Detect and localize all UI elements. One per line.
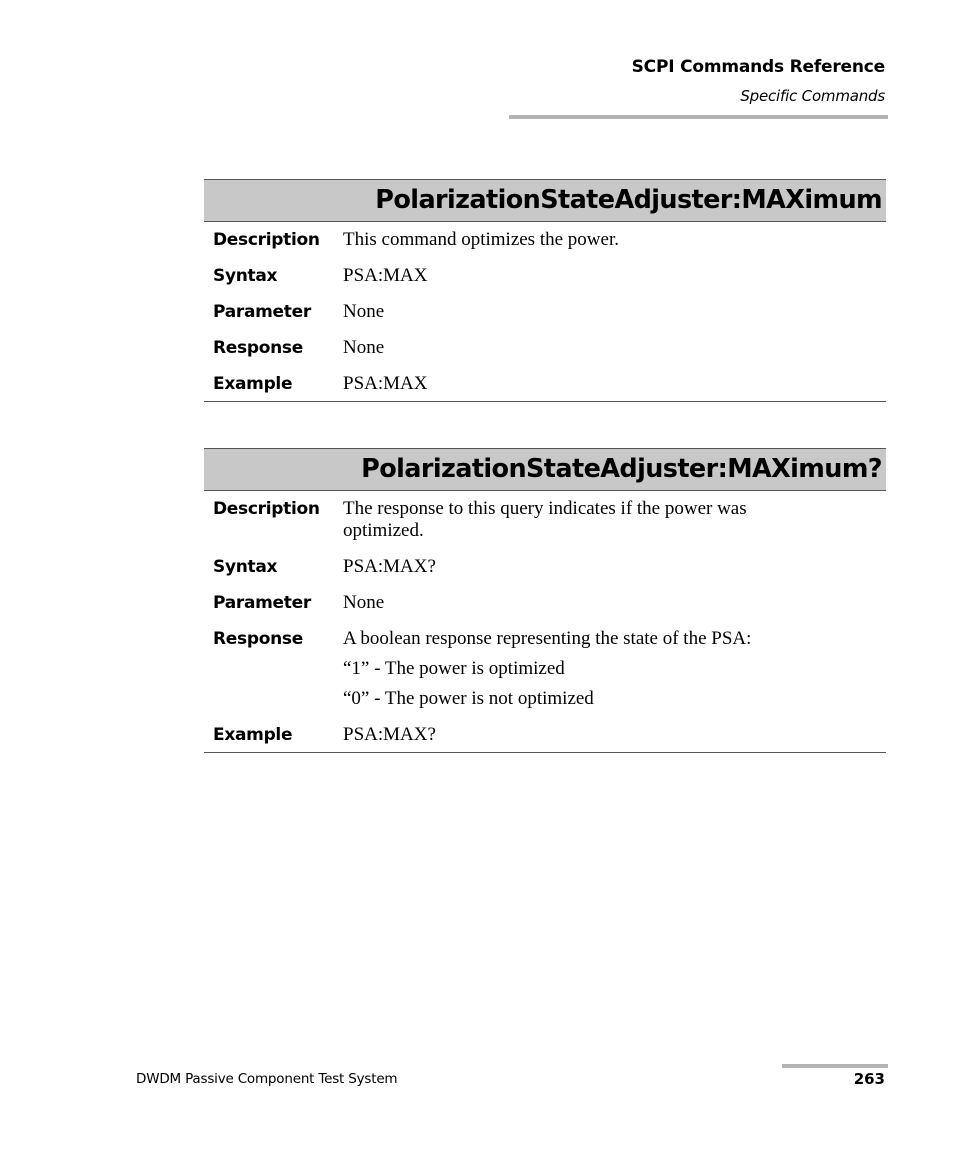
footer-product-name: DWDM Passive Component Test System [136, 1071, 398, 1087]
command-title: PolarizationStateAdjuster:MAXimum? [361, 454, 882, 484]
row-label: Description [213, 230, 320, 250]
running-header-subtitle: Specific Commands [740, 87, 885, 105]
row-value-line: None [343, 301, 385, 322]
row-value-line: PSA:MAX [343, 373, 428, 394]
row-value [343, 724, 886, 746]
command-block-maximum [204, 179, 886, 402]
row-value-line: The response to this query indicates if the power was optimized. [343, 498, 747, 541]
row-value [343, 592, 886, 614]
row-value [343, 265, 886, 287]
row-response [204, 337, 886, 359]
row-value-line: A boolean response representing the state of the PSA: [343, 628, 752, 649]
row-value [343, 498, 886, 542]
command-title-bar [204, 448, 886, 491]
row-label: Response [213, 629, 303, 649]
row-label: Syntax [213, 557, 278, 577]
row-syntax [204, 265, 886, 287]
row-description [204, 229, 886, 251]
command-details [204, 222, 886, 402]
row-value [343, 337, 886, 359]
row-label: Example [213, 374, 293, 394]
row-value [343, 373, 886, 395]
row-label: Parameter [213, 593, 311, 613]
row-value [343, 229, 886, 251]
row-label: Syntax [213, 266, 278, 286]
row-value-line: None [343, 337, 385, 358]
row-parameter [204, 592, 886, 614]
row-description [204, 498, 886, 542]
row-value-line: PSA:MAX [343, 265, 428, 286]
row-value-line: PSA:MAX? [343, 724, 436, 745]
row-example [204, 373, 886, 395]
row-value [343, 556, 886, 578]
row-value-line: None [343, 592, 385, 613]
row-label: Parameter [213, 302, 311, 322]
row-label: Example [213, 725, 293, 745]
row-value-line: “1” - The power is optimized [343, 658, 565, 679]
row-label: Response [213, 338, 303, 358]
row-value-line: PSA:MAX? [343, 556, 436, 577]
command-block-maximum-query [204, 448, 886, 753]
command-details [204, 491, 886, 753]
header-rule [509, 115, 888, 119]
row-label: Description [213, 499, 320, 519]
command-title: PolarizationStateAdjuster:MAXimum [375, 185, 882, 215]
row-value-line: “0” - The power is not optimized [343, 688, 594, 709]
row-value-line: This command optimizes the power. [343, 229, 619, 250]
running-header-title: SCPI Commands Reference [631, 57, 885, 77]
page-number: 263 [853, 1070, 885, 1088]
row-response [204, 628, 886, 710]
row-value [343, 301, 886, 323]
footer-rule [782, 1064, 888, 1068]
row-parameter [204, 301, 886, 323]
command-title-bar [204, 179, 886, 222]
row-value [343, 628, 886, 710]
row-example [204, 724, 886, 746]
row-syntax [204, 556, 886, 578]
